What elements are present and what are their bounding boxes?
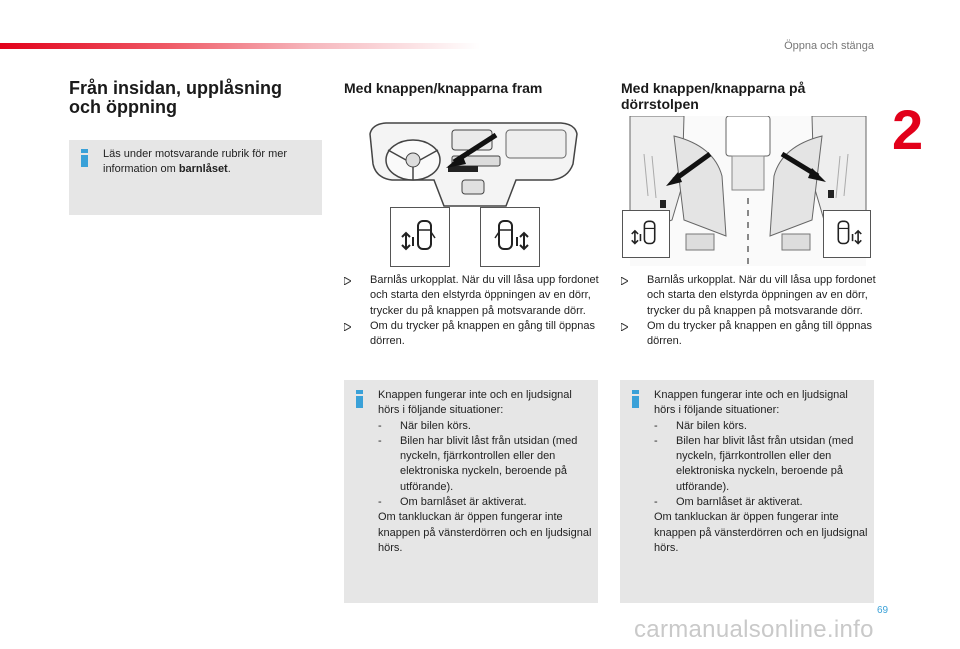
bullet-arrow-icon [621, 277, 628, 285]
door-button-icon [623, 211, 669, 257]
door-button-panel-right [480, 207, 540, 267]
door-button-icon [391, 208, 449, 266]
pillar-button-panel-right [823, 210, 871, 258]
col1-heading: Från insidan, upplåsning och öppning [69, 78, 283, 117]
dashboard-illustration [366, 118, 581, 210]
col1-info-box [69, 140, 322, 215]
list-item: - Bilen har blivit låst från utsidan (med nyckeln, fjärrkontrollen eller den elektroniska nyckeln, beroende på utförande). [654, 434, 854, 493]
bullet-arrow-icon [344, 323, 351, 331]
page-number: 69 [877, 605, 889, 616]
col3-note-text: Knappen fungerar inte och en ljudsignal hörs i följande situationer: - När bilen körs. - Bilen har blivit låst från utsidan (med nyckeln, fjärrkontrollen eller den elektroniska nyckeln, beroende på utförande). - Om barnlåset är aktiverat. Om tankluckan är öppen fungerar inte knappen på vänsterdörren och en ljudsignal hörs. [654, 389, 868, 554]
list-item: - När bilen körs. [654, 419, 747, 432]
door-button-icon [481, 208, 539, 266]
col1-info-text: Läs under motsvarande rubrik för mer information om barnlåset. [103, 148, 288, 176]
list-item: - När bilen körs. [378, 419, 471, 432]
list-item: Barnlås urkopplat. När du vill låsa upp fordonet och starta den elstyrda öppningen av en dörr, trycker du på knappen på motsvarande dörr. [344, 273, 600, 319]
list-item: Om du trycker på knappen en gång till öppnas dörren. [344, 319, 600, 350]
col3-note-box [620, 380, 874, 603]
col3-instructions [621, 273, 877, 349]
col3-heading: Med knappen/knapparna på dörrstolpen [621, 80, 806, 112]
list-item: - Om barnlåset är aktiverat. [378, 496, 527, 509]
list-item: Barnlås urkopplat. När du vill låsa upp fordonet och starta den elstyrda öppningen av en dörr, trycker du på knappen på motsvarande dörr. [621, 273, 877, 319]
list-item: - Bilen har blivit låst från utsidan (med nyckeln, fjärrkontrollen eller den elektroniska nyckeln, beroende på utförande). [378, 434, 578, 493]
pillar-button-panel-left [622, 210, 670, 258]
header-accent-bar [0, 43, 480, 49]
bullet-arrow-icon [344, 277, 351, 285]
col2-heading: Med knappen/knapparna fram [344, 80, 543, 96]
chapter-number: 2 [892, 98, 924, 161]
section-title: Öppna och stänga [784, 40, 874, 52]
list-item: Om du trycker på knappen en gång till öppnas dörren. [621, 319, 877, 350]
info-bold-term: barnlåset [178, 163, 228, 176]
bullet-arrow-icon [621, 323, 628, 331]
watermark: carmanualsonline.info [634, 616, 874, 643]
door-button-icon [824, 211, 870, 257]
door-button-panel-left [390, 207, 450, 267]
col2-instructions [344, 273, 600, 349]
list-item: - Om barnlåset är aktiverat. [654, 496, 803, 509]
col2-note-text: Knappen fungerar inte och en ljudsignal hörs i följande situationer: - När bilen körs. - Bilen har blivit låst från utsidan (med nyckeln, fjärrkontrollen eller den elektroniska nyckeln, beroende på utförande). - Om barnlåset är aktiverat. Om tankluckan är öppen fungerar inte knappen på vänsterdörren och en ljudsignal hörs. [378, 389, 592, 554]
col2-note-box [344, 380, 598, 603]
